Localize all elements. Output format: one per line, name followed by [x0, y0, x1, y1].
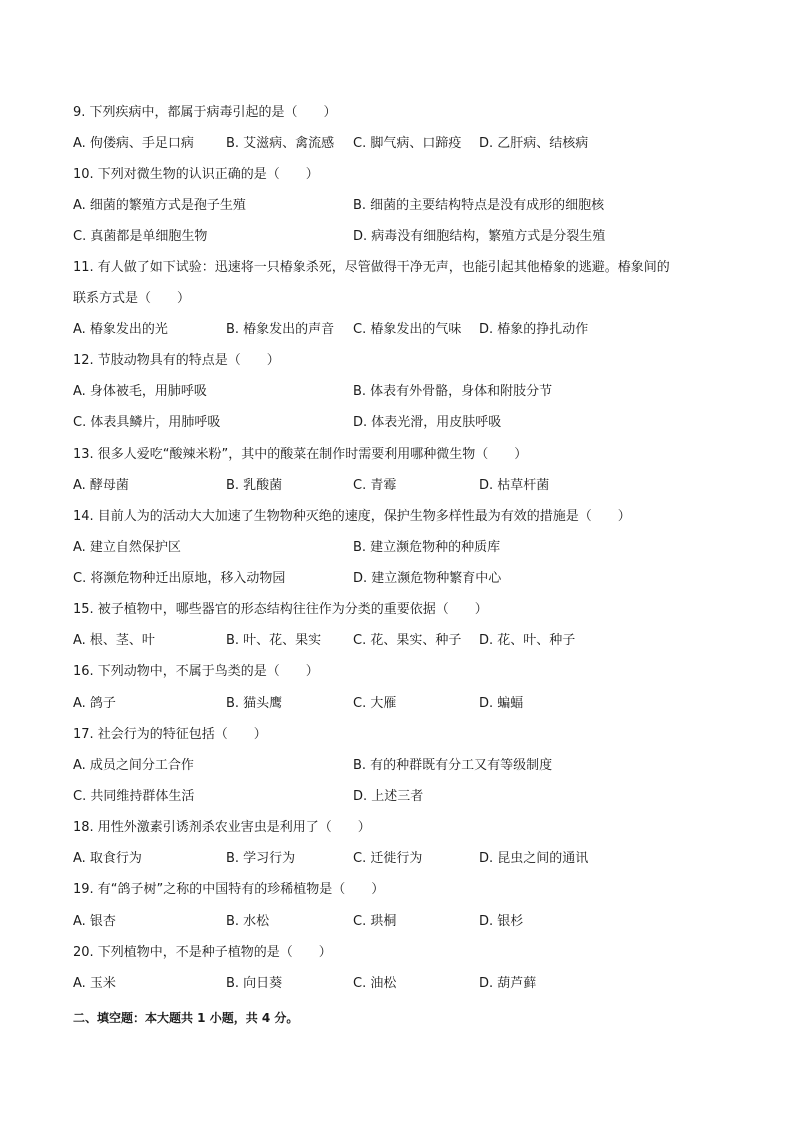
question-11-option-b: B. 椿象发出的声音 [226, 322, 335, 337]
question-20-stem: 20. 下列植物中，不是种子植物的是（ ） [73, 945, 332, 960]
question-13-option-d: D. 枯草杆菌 [479, 478, 550, 493]
question-16-option-d: D. 蝙蝠 [479, 696, 524, 711]
question-18-option-d: D. 昆虫之间的通讯 [479, 851, 589, 866]
question-17-option-b: B. 有的种群既有分工又有等级制度 [353, 758, 553, 773]
question-19-option-d: D. 银杉 [479, 914, 524, 929]
question-16-option-b: B. 猫头鹰 [226, 696, 283, 711]
question-13-option-c: C. 青霉 [353, 478, 397, 493]
question-14-option-d: D. 建立濒危物种繁育中心 [353, 571, 502, 586]
question-15-option-b: B. 叶、花、果实 [226, 633, 322, 648]
question-17-option-d: D. 上述三者 [353, 789, 424, 804]
question-14-option-c: C. 将濒危物种迁出原地，移入动物园 [73, 571, 286, 586]
question-12-option-d: D. 体表光滑，用皮肤呼吸 [353, 415, 502, 430]
question-18-option-c: C. 迁徙行为 [353, 851, 423, 866]
question-18-option-b: B. 学习行为 [226, 851, 296, 866]
question-15-option-c: C. 花、果实、种子 [353, 633, 462, 648]
question-10-option-a: A. 细菌的繁殖方式是孢子生殖 [73, 198, 246, 213]
question-11-option-d: D. 椿象的挣扎动作 [479, 322, 589, 337]
section-2-heading: 二、填空题：本大题共 1 小题，共 4 分。 [73, 1011, 299, 1025]
question-13-stem: 13. 很多人爱吃“酸辣米粉”，其中的酸菜在制作时需要利用哪种微生物（ ） [73, 447, 528, 462]
question-16-stem: 16. 下列动物中，不属于鸟类的是（ ） [73, 664, 319, 679]
question-17-stem: 17. 社会行为的特征包括（ ） [73, 727, 267, 742]
question-10-option-d: D. 病毒没有细胞结构，繁殖方式是分裂生殖 [353, 229, 606, 244]
question-10-stem: 10. 下列对微生物的认识正确的是（ ） [73, 167, 319, 182]
question-15-stem: 15. 被子植物中，哪些器官的形态结构往往作为分类的重要依据（ ） [73, 602, 488, 617]
question-20-option-a: A. 玉米 [73, 976, 116, 991]
question-9-stem: 9. 下列疾病中，都属于病毒引起的是（ ） [73, 105, 337, 120]
question-17-option-a: A. 成员之间分工合作 [73, 758, 194, 773]
question-13-option-b: B. 乳酸菌 [226, 478, 283, 493]
question-20-option-c: C. 油松 [353, 976, 397, 991]
question-9-option-c: C. 脚气病、口蹄疫 [353, 136, 462, 151]
question-9-option-a: A. 佝偻病、手足口病 [73, 136, 194, 151]
question-14-option-b: B. 建立濒危物种的种质库 [353, 540, 501, 555]
question-12-option-c: C. 体表具鳞片，用肺呼吸 [73, 415, 221, 430]
question-14-option-a: A. 建立自然保护区 [73, 540, 181, 555]
question-19-stem: 19. 有“鸽子树”之称的中国特有的珍稀植物是（ ） [73, 882, 385, 897]
question-20-option-b: B. 向日葵 [226, 976, 283, 991]
question-11-option-c: C. 椿象发出的气味 [353, 322, 462, 337]
question-12-option-a: A. 身体被毛，用肺呼吸 [73, 384, 207, 399]
question-19-option-b: B. 水松 [226, 914, 270, 929]
question-18-option-a: A. 取食行为 [73, 851, 142, 866]
question-12-option-b: B. 体表有外骨骼，身体和附肢分节 [353, 384, 553, 399]
question-12-stem: 12. 节肢动物具有的特点是（ ） [73, 353, 280, 368]
question-11-stem: 11. 有人做了如下试验：迅速将一只椿象杀死，尽管做得干净无声，也能引起其他椿象的逃避。椿象间的 [73, 260, 670, 275]
question-14-stem: 14. 目前人为的活动大大加速了生物物种灭绝的速度，保护生物多样性最为有效的措施是（ ） [73, 509, 631, 524]
question-11-stem-continued: 联系方式是（ ） [73, 291, 191, 306]
question-13-option-a: A. 酵母菌 [73, 478, 129, 493]
question-15-option-d: D. 花、叶、种子 [479, 633, 576, 648]
question-10-option-b: B. 细菌的主要结构特点是没有成形的细胞核 [353, 198, 605, 213]
question-19-option-a: A. 银杏 [73, 914, 116, 929]
question-19-option-c: C. 珙桐 [353, 914, 397, 929]
question-16-option-a: A. 鸽子 [73, 696, 116, 711]
question-9-option-d: D. 乙肝病、结核病 [479, 136, 589, 151]
question-18-stem: 18. 用性外激素引诱剂杀农业害虫是利用了（ ） [73, 820, 371, 835]
question-11-option-a: A. 椿象发出的光 [73, 322, 168, 337]
question-9-option-b: B. 艾滋病、禽流感 [226, 136, 335, 151]
question-15-option-a: A. 根、茎、叶 [73, 633, 155, 648]
question-20-option-d: D. 葫芦藓 [479, 976, 537, 991]
question-10-option-c: C. 真菌都是单细胞生物 [73, 229, 208, 244]
question-17-option-c: C. 共同维持群体生活 [73, 789, 195, 804]
question-16-option-c: C. 大雁 [353, 696, 397, 711]
